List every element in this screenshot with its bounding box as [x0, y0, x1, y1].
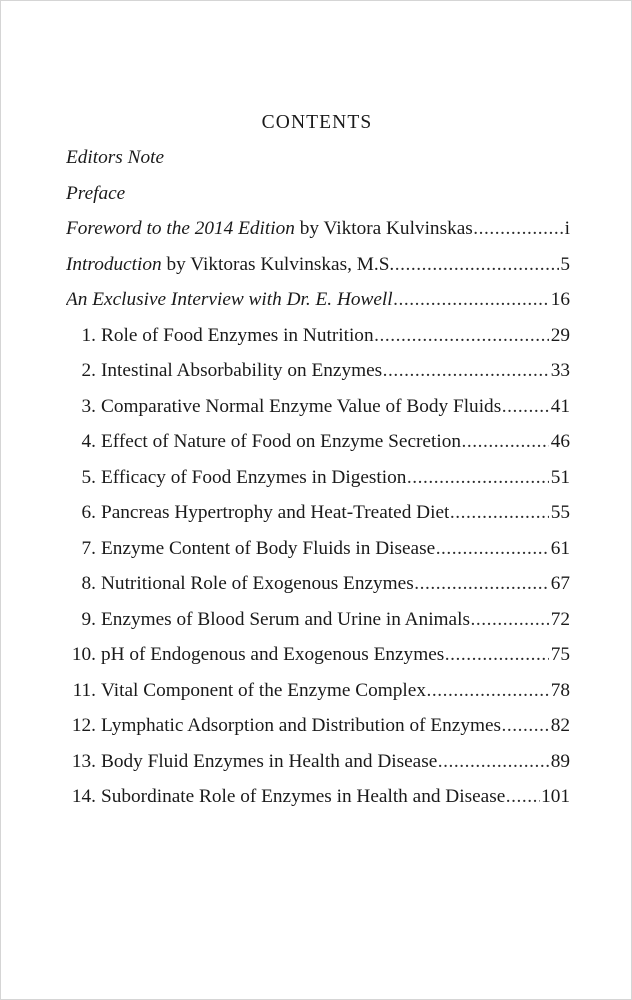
- leader-dots: [473, 218, 563, 240]
- leader-dots: [407, 467, 549, 489]
- toc-entry-title: pH of Endogenous and Exogenous Enzymes: [101, 644, 445, 665]
- toc-entry-page-number: 61: [550, 537, 570, 559]
- toc-entry-title-italic: Preface: [66, 182, 126, 204]
- leader-dots: [393, 289, 549, 311]
- toc-entry-page-number: 89: [550, 750, 570, 772]
- toc-entry-title: Comparative Normal Enzyme Value of Body Fluids: [101, 395, 502, 417]
- toc-entry-title: Efficacy of Food Enzymes in Digestion: [101, 466, 407, 488]
- toc-entry-front-matter[interactable]: [66, 183, 570, 219]
- toc-entry-page-number: 55: [550, 502, 570, 523]
- toc-entry-page-number: 41: [550, 395, 570, 417]
- toc-entry-title: Enzyme Content of Body Fluids in Disease: [101, 537, 436, 559]
- toc-entry-page-number: 51: [550, 466, 570, 488]
- toc-entry-page-number: 82: [550, 715, 570, 736]
- toc-entry-chapter[interactable]: [66, 751, 570, 787]
- toc-entry-chapter[interactable]: [66, 715, 570, 751]
- toc-entry-chapter[interactable]: [66, 396, 570, 432]
- toc-entry-chapter[interactable]: [66, 573, 570, 609]
- toc-entry-number: 6.: [81, 502, 96, 523]
- toc-entry-title: Nutritional Role of Exogenous Enzymes: [101, 573, 414, 594]
- toc-entry-number: 9.: [81, 608, 96, 630]
- toc-entry-number: 1.: [81, 324, 96, 346]
- leader-dots: [436, 538, 550, 560]
- toc-entry-title: Pancreas Hypertrophy and Heat-Treated Diet: [101, 502, 450, 523]
- leader-dots: [445, 644, 549, 666]
- toc-entry-chapter[interactable]: [66, 431, 570, 467]
- toc-entry-page-number: 78: [550, 679, 570, 701]
- page-title: CONTENTS: [261, 112, 373, 133]
- toc-entry-number: 5.: [81, 466, 96, 488]
- toc-entry-title-italic: An Exclusive Interview with Dr. E. Howell: [66, 289, 393, 310]
- toc-entry-chapter[interactable]: [66, 644, 570, 680]
- toc-entry-page-number: 67: [550, 573, 570, 594]
- toc-entry-number: 11.: [72, 679, 96, 701]
- toc-entry-number: 3.: [81, 395, 96, 417]
- toc-entry-page-number: 75: [550, 644, 570, 665]
- toc-entry-front-matter[interactable]: [66, 254, 570, 290]
- toc-entry-chapter[interactable]: [66, 467, 570, 503]
- toc-entry-title-italic: Editors Note: [66, 147, 165, 168]
- toc-entry-title: [66, 147, 164, 169]
- toc-entry-title: [66, 218, 473, 240]
- toc-entry-page-number: 29: [550, 324, 570, 346]
- toc-entry-front-matter[interactable]: [66, 218, 570, 254]
- toc-entry-chapter[interactable]: [66, 325, 570, 361]
- leader-dots: [438, 751, 549, 773]
- toc-entry-page-number: 72: [550, 608, 570, 630]
- toc-entry-chapter[interactable]: [66, 786, 570, 822]
- toc-entry-number: 13.: [71, 750, 96, 772]
- toc-entry-title: [66, 254, 394, 276]
- toc-entry-front-matter[interactable]: [66, 289, 570, 325]
- toc-entry-number: 10.: [71, 644, 96, 665]
- toc-entry-title: [66, 183, 125, 205]
- toc-entry-page-number: i: [564, 218, 570, 239]
- leader-dots: [506, 786, 540, 808]
- toc-entry-title: Intestinal Absorbability on Enzymes: [101, 360, 383, 381]
- leader-dots: [470, 609, 549, 631]
- leader-dots: [383, 360, 550, 382]
- toc-entry-title: Role of Food Enzymes in Nutrition: [101, 324, 374, 346]
- toc-entry-number: 7.: [81, 537, 96, 559]
- toc-entry-title: Subordinate Role of Enzymes in Health and Disease: [101, 786, 506, 807]
- toc-entry-chapter[interactable]: [66, 360, 570, 396]
- toc-entry-title-roman: by Viktoras Kulvinskas, M.S.: [161, 253, 395, 275]
- leader-dots: [450, 502, 549, 524]
- leader-dots: [395, 254, 559, 276]
- toc-entry-chapter[interactable]: [66, 609, 570, 645]
- toc-entry-page-number: 46: [550, 431, 570, 452]
- toc-entry-page-number: 101: [541, 786, 570, 807]
- leader-dots: [414, 573, 549, 595]
- toc-entry-title: Body Fluid Enzymes in Health and Disease: [101, 750, 438, 772]
- leader-dots: [502, 396, 550, 418]
- toc-entry-chapter[interactable]: [66, 538, 570, 574]
- table-of-contents: [66, 147, 570, 822]
- toc-entry-number: 8.: [81, 573, 96, 594]
- toc-entry-title-italic: Foreword to the 2014 Edition: [66, 218, 295, 239]
- toc-entry-number: 4.: [81, 431, 96, 452]
- toc-entry-page-number: 5: [560, 253, 570, 275]
- leader-dots: [502, 715, 550, 737]
- leader-dots: [374, 325, 549, 347]
- toc-entry-chapter[interactable]: [66, 680, 570, 716]
- toc-entry-title: Enzymes of Blood Serum and Urine in Animals: [101, 608, 470, 630]
- toc-entry-front-matter[interactable]: [66, 147, 570, 183]
- toc-entry-page-number: 33: [550, 360, 570, 381]
- leader-dots: [461, 431, 549, 453]
- toc-entry-title: [66, 289, 393, 311]
- toc-entry-number: 2.: [81, 360, 96, 381]
- toc-entry-title: Effect of Nature of Food on Enzyme Secretion: [101, 431, 461, 452]
- toc-entry-title: Vital Component of the Enzyme Complex: [101, 679, 426, 701]
- leader-dots: [426, 680, 549, 702]
- toc-entry-title: Lymphatic Adsorption and Distribution of Enzymes: [101, 715, 502, 736]
- toc-entry-number: 14.: [71, 786, 96, 807]
- toc-entry-number: 12.: [71, 715, 96, 736]
- toc-entry-chapter[interactable]: [66, 502, 570, 538]
- toc-entry-page-number: 16: [550, 289, 570, 310]
- toc-entry-title-roman: by Viktora Kulvinskas: [294, 218, 473, 239]
- toc-entry-title-italic: Introduction: [66, 253, 162, 275]
